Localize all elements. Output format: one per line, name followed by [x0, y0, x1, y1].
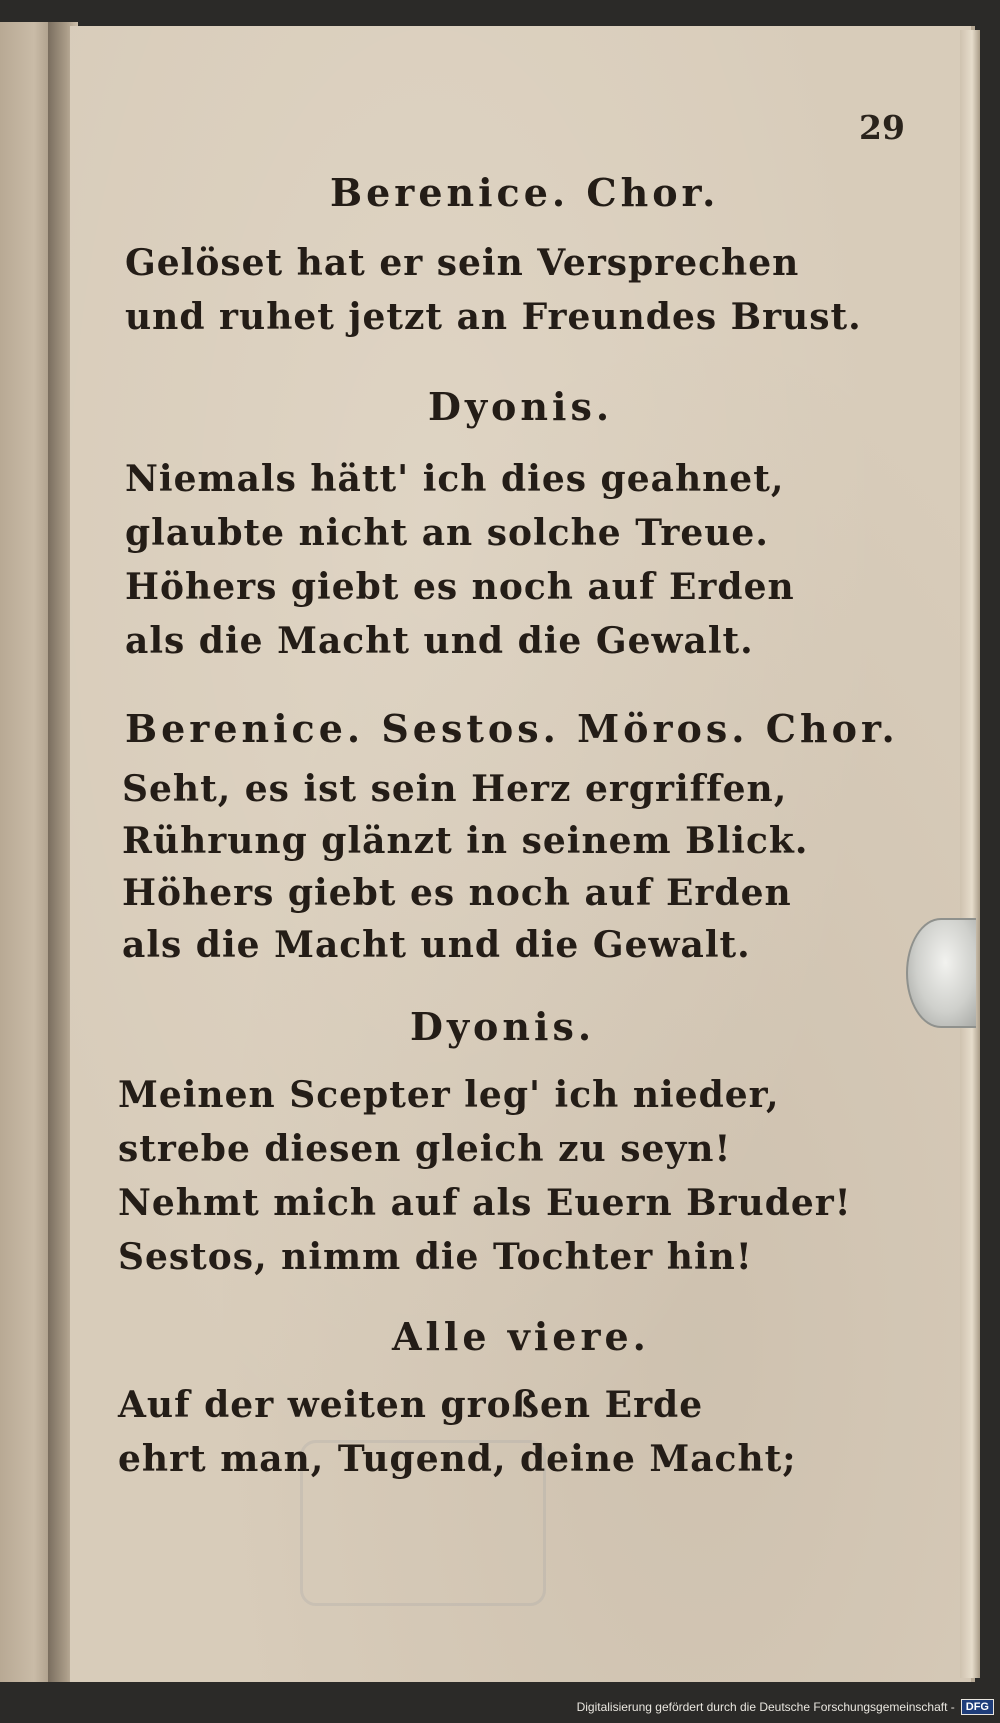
verse-line: Rührung glänzt in seinem Blick. — [122, 820, 809, 862]
verse-line: Meinen Scepter leg' ich nieder, — [118, 1074, 780, 1116]
speaker-heading: Berenice. Chor. — [330, 170, 720, 215]
speaker-heading: Dyonis. — [428, 384, 614, 429]
verse-line: als die Macht und die Gewalt. — [125, 620, 754, 662]
verse-line: glaubte nicht an solche Treue. — [125, 512, 769, 554]
speaker-heading: Alle viere. — [392, 1314, 650, 1359]
verse-line: strebe diesen gleich zu seyn! — [118, 1128, 732, 1170]
verse-line: ehrt man, Tugend, deine Macht; — [118, 1438, 797, 1480]
digitization-credit — [577, 1697, 994, 1717]
speaker-heading: Berenice. Sestos. Möros. Chor. — [125, 706, 899, 751]
credit-text: Digitalisierung gefördert durch die Deutsche Forschungsgemeinschaft - — [576, 1700, 955, 1714]
verse-line: Auf der weiten großen Erde — [118, 1384, 704, 1426]
verse-line: Höhers giebt es noch auf Erden — [125, 566, 795, 608]
page-number: 29 — [859, 108, 905, 147]
dfg-logo-icon: DFG — [961, 1699, 994, 1715]
verse-line: Sestos, nimm die Tochter hin! — [118, 1236, 753, 1278]
verse-line: Gelöset hat er sein Versprechen — [125, 242, 800, 284]
verse-line: Niemals hätt' ich dies geahnet, — [125, 458, 785, 500]
verse-line: und ruhet jetzt an Freundes Brust. — [125, 296, 862, 338]
verse-line: Nehmt mich auf als Euern Bruder! — [118, 1182, 852, 1224]
verse-line: Höhers giebt es noch auf Erden — [122, 872, 792, 914]
speaker-heading: Dyonis. — [410, 1004, 596, 1049]
page-clip — [906, 918, 976, 1028]
verse-line: als die Macht und die Gewalt. — [122, 924, 751, 966]
page-fore-edge — [960, 30, 980, 1678]
verse-line: Seht, es ist sein Herz ergriffen, — [122, 768, 788, 810]
